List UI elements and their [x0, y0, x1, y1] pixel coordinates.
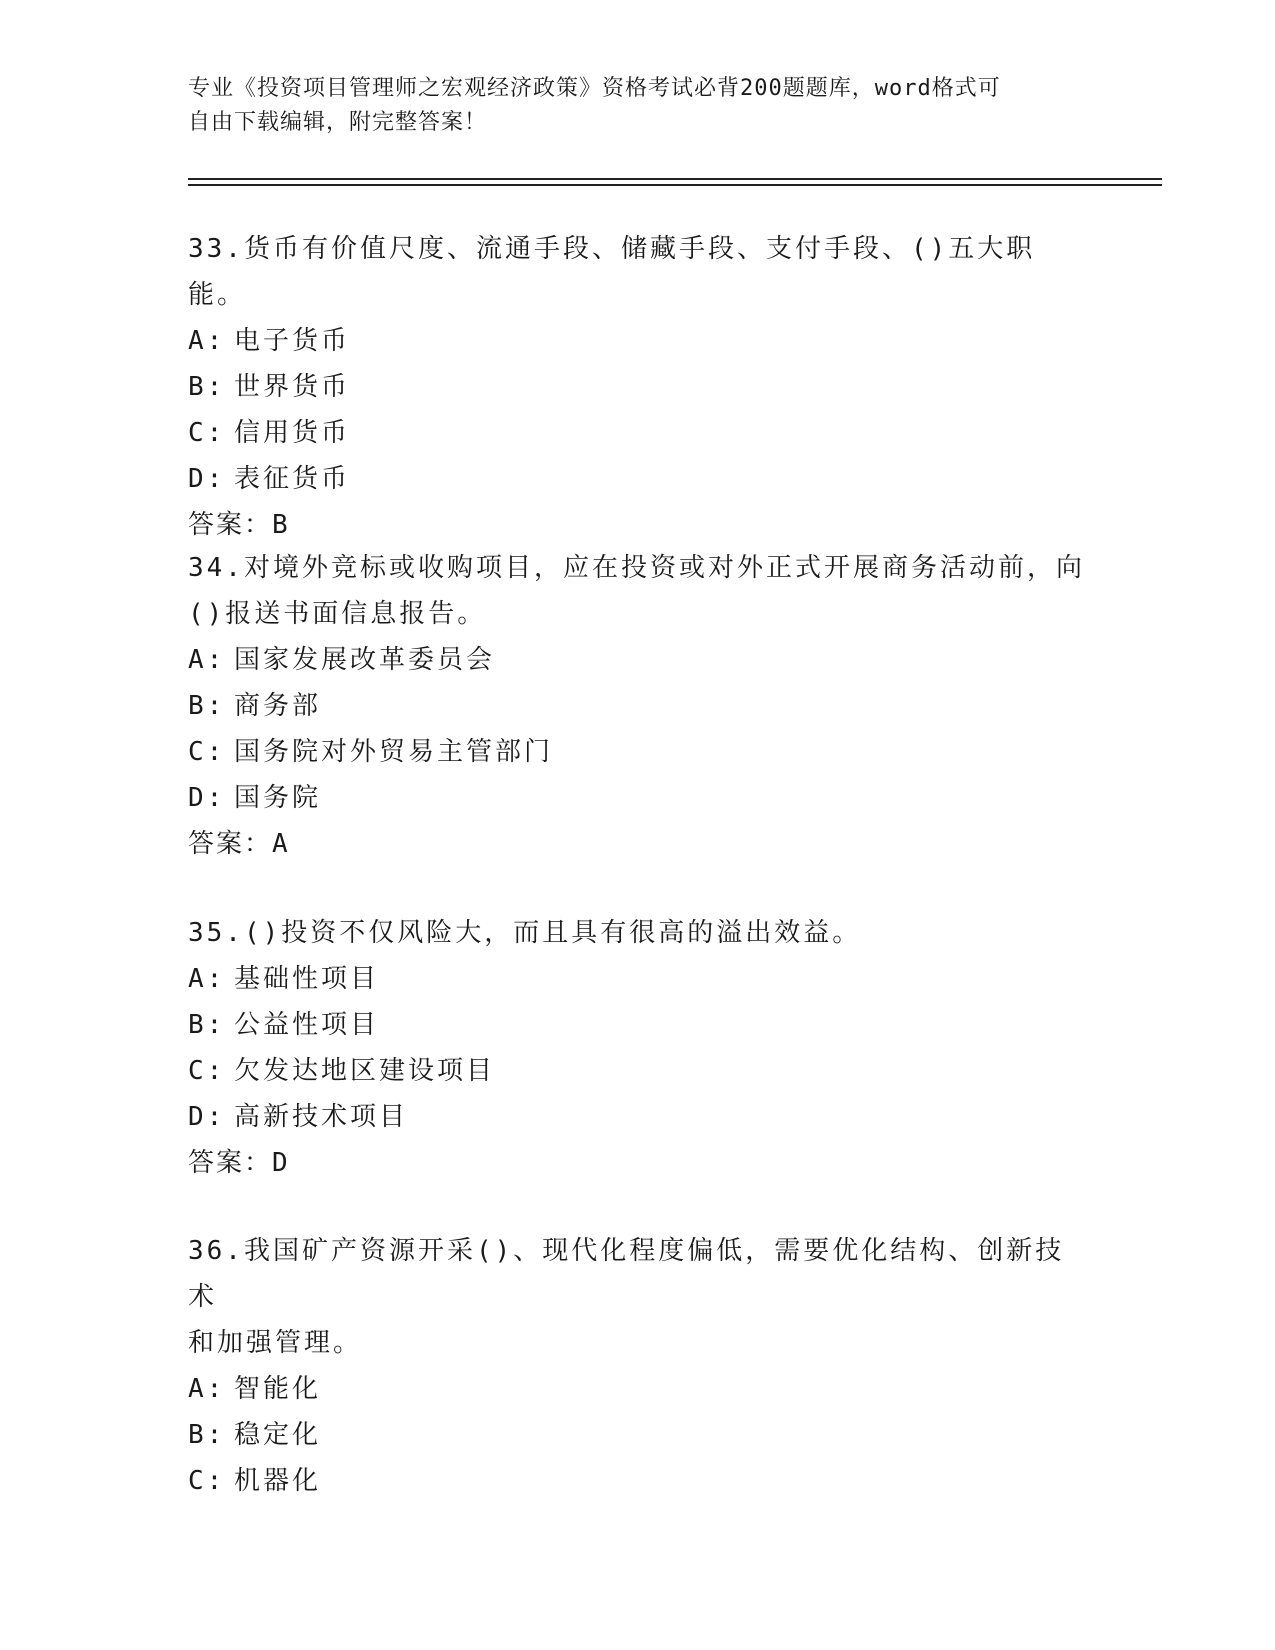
question-35: [188, 910, 1088, 1186]
question-36: [188, 1228, 1088, 1504]
option-text: 国务院: [234, 783, 322, 813]
option-a: [188, 956, 1088, 1002]
option-d: [188, 1094, 1088, 1140]
question-34: [188, 545, 1088, 867]
option-text: 商务部: [234, 691, 322, 721]
option-key: B:: [188, 372, 226, 402]
question-33: [188, 226, 1088, 548]
option-d: [188, 775, 1088, 821]
option-key: B:: [188, 1420, 226, 1450]
option-c: [188, 410, 1088, 456]
option-text: 稳定化: [234, 1420, 322, 1450]
answer-line: [188, 821, 1088, 867]
option-c: [188, 1048, 1088, 1094]
option-text: 公益性项目: [234, 1010, 380, 1040]
answer-value: B: [272, 510, 290, 540]
document-header: [188, 72, 1068, 140]
option-key: C:: [188, 418, 226, 448]
option-text: 国家发展改革委员会: [234, 645, 496, 675]
option-b: [188, 1002, 1088, 1048]
option-key: D:: [188, 1102, 226, 1132]
option-text: 信用货币: [234, 418, 351, 448]
option-b: [188, 683, 1088, 729]
answer-line: [188, 1140, 1088, 1186]
option-d: [188, 456, 1088, 502]
option-key: A:: [188, 326, 226, 356]
option-key: D:: [188, 783, 226, 813]
option-c: [188, 1458, 1088, 1504]
option-key: A:: [188, 645, 226, 675]
option-text: 国务院对外贸易主管部门: [234, 737, 554, 767]
option-a: [188, 1366, 1088, 1412]
option-key: C:: [188, 737, 226, 767]
answer-value: A: [272, 829, 290, 859]
header-divider-bottom: [188, 184, 1162, 186]
question-text-continued: 和加强管理。: [188, 1328, 363, 1358]
option-key: B:: [188, 1010, 226, 1040]
option-text: 基础性项目: [234, 964, 380, 994]
option-text: 欠发达地区建设项目: [234, 1056, 496, 1086]
option-c: [188, 729, 1088, 775]
option-a: [188, 637, 1088, 683]
option-text: 智能化: [234, 1374, 322, 1404]
header-line-1: 专业《投资项目管理师之宏观经济政策》资格考试必背200题题库，word格式可: [188, 76, 1001, 101]
option-key: C:: [188, 1056, 226, 1086]
option-text: 电子货币: [234, 326, 351, 356]
option-key: B:: [188, 691, 226, 721]
question-text: 34.对境外竞标或收购项目，应在投资或对外正式开展商务活动前，向: [188, 553, 1085, 583]
answer-label: 答案：: [188, 1148, 273, 1178]
option-text: 世界货币: [234, 372, 351, 402]
question-text: 33.货币有价值尺度、流通手段、储藏手段、支付手段、()五大职能。: [188, 234, 1036, 310]
option-b: [188, 1412, 1088, 1458]
option-a: [188, 318, 1088, 364]
option-text: 表征货币: [234, 464, 351, 494]
answer-label: 答案：: [188, 510, 273, 540]
header-line-2: 自由下载编辑，附完整答案！: [188, 110, 488, 135]
question-text-continued: ()报送书面信息报告。: [188, 599, 487, 629]
option-b: [188, 364, 1088, 410]
question-text: 36.我国矿产资源开采()、现代化程度偏低，需要优化结构、创新技术: [188, 1236, 1065, 1312]
answer-value: D: [272, 1148, 290, 1178]
option-key: A:: [188, 1374, 226, 1404]
option-text: 高新技术项目: [234, 1102, 409, 1132]
answer-line: [188, 502, 1088, 548]
option-key: A:: [188, 964, 226, 994]
header-divider-top: [188, 178, 1162, 180]
option-key: C:: [188, 1466, 226, 1496]
question-text: 35.()投资不仅风险大，而且具有很高的溢出效益。: [188, 918, 862, 948]
option-key: D:: [188, 464, 226, 494]
answer-label: 答案：: [188, 829, 273, 859]
option-text: 机器化: [234, 1466, 322, 1496]
